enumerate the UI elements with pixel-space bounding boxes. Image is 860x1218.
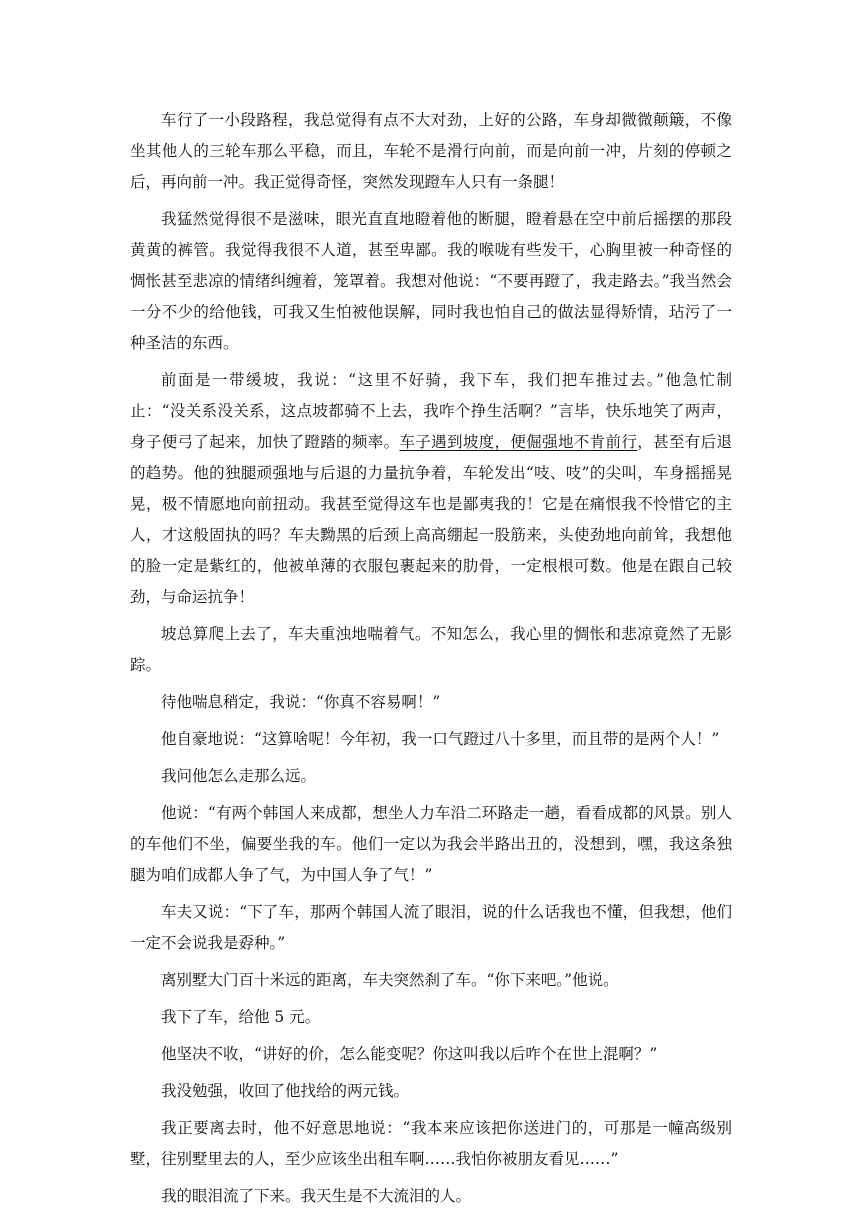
paragraph-4: 坡总算爬上去了，车夫重浊地喘着气。不知怎么，我心里的惆怅和悲凉竟然了无影踪。 [130,625,732,674]
paragraph-3-before: 前面是一带缓坡，我说：“这里不好骑，我下车，我们把车推过去。”他急忙制止：“没关系没关系，这点坡都骑不上去，我咋个挣生活啊？”言毕，快乐地笑了两声，身子便弓了起来，加快了蹬踏的频率。 [130,371,732,451]
paragraph-7: 我问他怎么走那么远。 [161,767,317,785]
paragraph-14: 我正要离去时，他不好意思地说：“我本来应该把你送进门的，可那是一幢高级别墅，往别墅里去的人，至少应该坐出租车啊……我怕你被朋友看见……” [130,1119,732,1168]
paragraph-13: 我没勉强，收回了他找给的两元钱。 [161,1082,410,1100]
underlined-sentence: 车子遇到坡度，便倔强地不肯前行 [399,433,638,451]
paragraph-2: 我猛然觉得很不是滋味，眼光直直地瞪着他的断腿，瞪着悬在空中前后摇摆的那段黄黄的裤管。我觉得我很不人道，甚至卑鄙。我的喉咙有些发干，心胸里被一种奇怪的惆怅甚至悲凉的情绪纠缠着，笼罩着。我想对他说：“不要再蹬了，我走路去。”我当然会一分不少的给他钱，可我又生怕被他误解，同时我也怕自己的做法显得矫情，玷污了一种圣洁的东西。 [130,210,732,352]
paragraph-3 [130,365,732,613]
paragraph-11: 我下了车，给他 5 元。 [161,1008,321,1026]
paragraph-1: 车行了一小段路程，我总觉得有点不大对劲，上好的公路，车身却微微颠簸，不像坐其他人的三轮车那么平稳，而且，车轮不是滑行向前，而是向前一冲，片刻的停顿之后，再向前一冲。我正觉得奇怪，突然发现蹬车人只有一条腿！ [130,111,732,191]
paragraph-3-after: ，甚至有后退的趋势。他的独腿顽强地与后退的力量抗争着，车轮发出“吱、吱”的尖叫，车身摇摇晃晃，极不情愿地向前扭动。我甚至觉得这车也是鄙夷我的！它是在痛恨我不怜惜它的主人，才这般固执的吗？车夫黝黑的后颈上高高绷起一股筋来，头使劲地向前耸，我想他的脸一定是紫红的，他被单薄的衣服包裹起来的肋骨，一定根根可数。他是在跟自己较劲，与命运抗争！ [130,433,732,606]
paragraph-15: 我的眼泪流了下来。我天生是不大流泪的人。 [161,1187,472,1205]
paragraph-6: 他自豪地说：“这算啥呢！今年初，我一口气蹬过八十多里，而且带的是两个人！” [161,730,720,748]
paragraph-12: 他坚决不收，“讲好的价，怎么能变呢？你这叫我以后咋个在世上混啊？” [161,1045,658,1063]
paragraph-8: 他说：“有两个韩国人来成都，想坐人力车沿二环路走一趟，看看成都的风景。别人的车他们不坐，偏要坐我的车。他们一定以为我会半路出丑的，没想到，嘿，我这条独腿为咱们成都人争了气，为中国人争了气！” [130,804,732,884]
paragraph-5: 待他喘息稍定，我说：“你真不容易啊！” [161,693,441,711]
paragraph-10: 离别墅大门百十米远的距离，车夫突然刹了车。“你下来吧。”他说。 [161,971,619,989]
document-body [130,105,732,1218]
paragraph-9: 车夫又说：“下了车，那两个韩国人流了眼泪，说的什么话我也不懂，但我想，他们一定不会说我是孬种。” [130,903,732,952]
